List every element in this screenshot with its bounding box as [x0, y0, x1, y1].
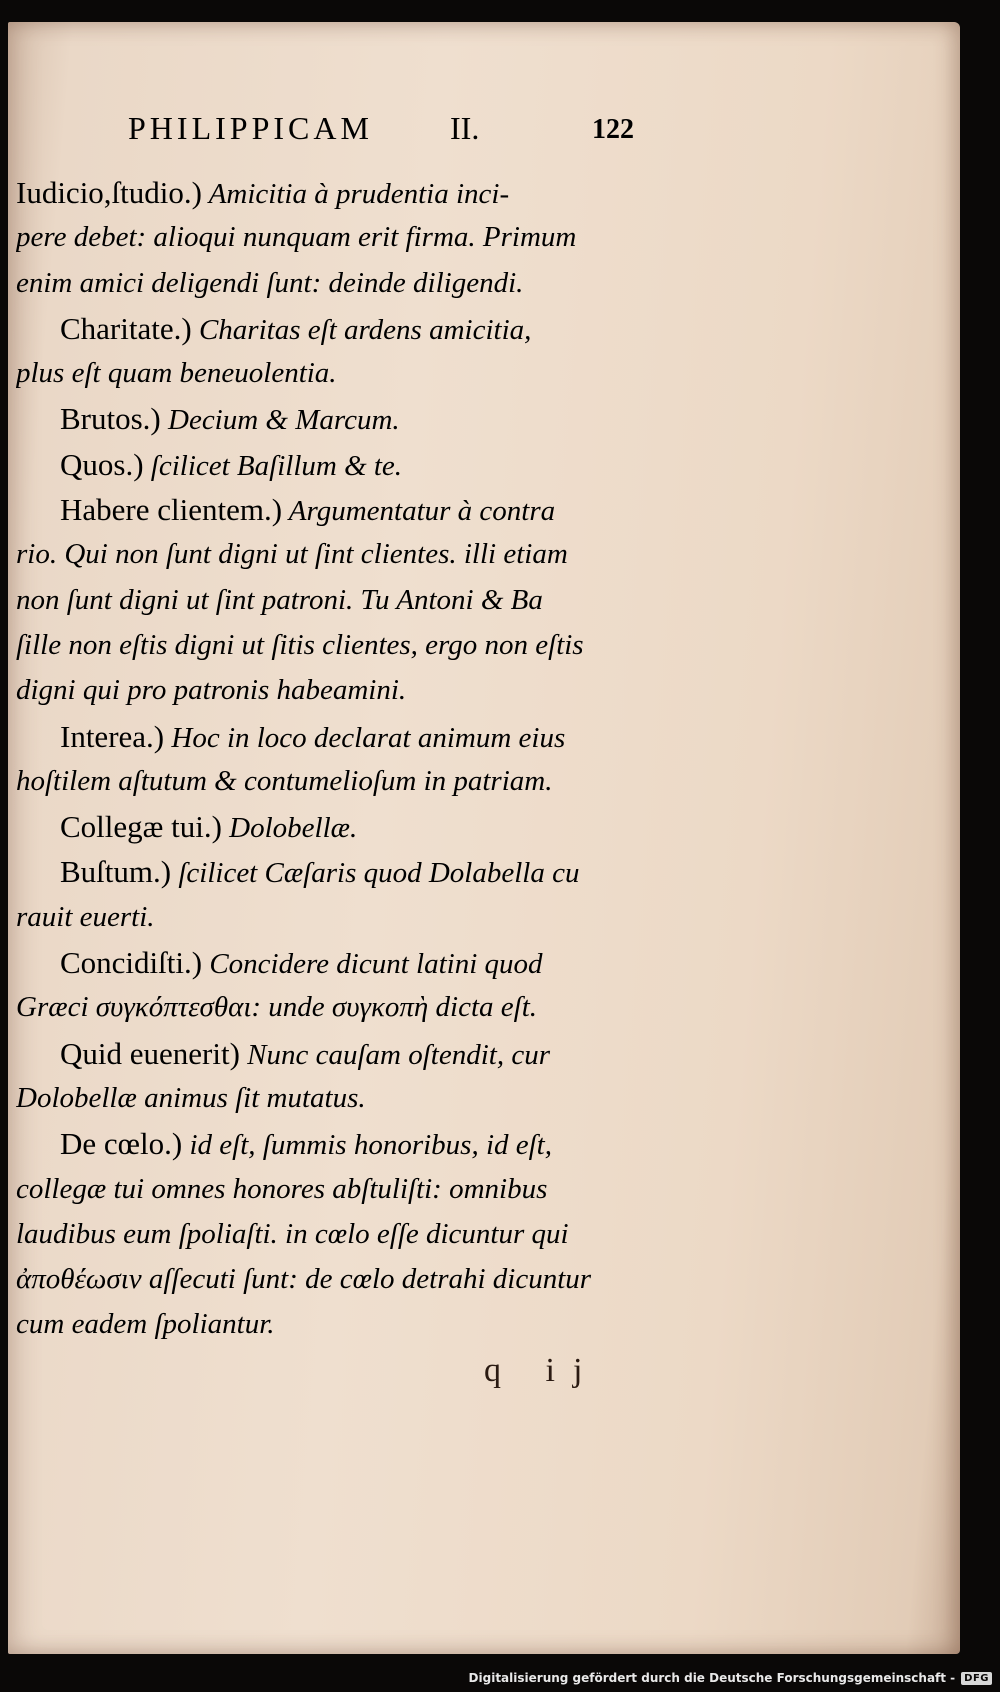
text-line: [16, 623, 686, 668]
commentary: non ſunt digni ut ſint patroni. Tu Antoni & Ba: [16, 583, 543, 616]
text-line: [16, 1257, 686, 1302]
commentary: Decium & Marcum.: [160, 404, 400, 437]
text-line: [16, 804, 686, 849]
commentary: pere debet: alioqui nunquam erit firma. Primum: [16, 221, 577, 254]
lemma: Concidiſti.): [60, 945, 203, 981]
text-line: [16, 396, 686, 441]
text-line: [16, 1031, 686, 1076]
lemma: Iudicio,ſtudio.): [16, 175, 202, 210]
commentary: Argumentatur à contra: [282, 495, 556, 528]
commentary: id eſt, ſummis honoribus, id eſt,: [182, 1129, 552, 1162]
commentary: rio. Qui non ſunt digni ut ſint clientes. illi etiam: [16, 538, 568, 571]
digitization-footer: [469, 1668, 992, 1688]
text-line: [16, 1212, 686, 1257]
text-line: [16, 1167, 686, 1212]
commentary: Amicitia à prudentia inci-: [201, 178, 510, 210]
commentary: collegæ tui omnes honores abſtuliſti: omnibus: [16, 1172, 548, 1205]
commentary: ἀποθέωσιν aſſecuti ſunt: de cœlo detrahi dicuntur: [16, 1263, 592, 1296]
commentary: Dolobellæ animus ſit mutatus.: [16, 1081, 366, 1114]
text-line: [16, 170, 686, 215]
text-line: [16, 351, 686, 396]
commentary: ſille non eſtis digni ut ſitis clientes, ergo non eſtis: [16, 628, 584, 661]
commentary: Nunc cauſam oſtendit, cur: [239, 1038, 550, 1071]
commentary-text: [16, 170, 686, 1348]
commentary: laudibus eum ſpoliaſti. in cœlo eſſe dicuntur qui: [16, 1217, 569, 1250]
commentary: Dolobellæ.: [221, 812, 358, 845]
commentary: Concidere dicunt latini quod: [202, 948, 543, 981]
text-line: [16, 532, 686, 577]
lemma: Interea.): [60, 718, 165, 754]
lemma: Quid euenerit): [60, 1035, 240, 1071]
commentary: cum eadem ſpoliantur.: [16, 1308, 275, 1341]
text-line: [16, 940, 686, 985]
lemma: Habere clientem.): [60, 492, 283, 528]
commentary: rauit euerti.: [16, 900, 155, 933]
book-page: [8, 22, 960, 1654]
text-line: [16, 849, 686, 894]
text-line: [16, 261, 686, 306]
lemma: Brutos.): [60, 401, 161, 437]
lemma: De cœlo.): [60, 1126, 183, 1162]
commentary: enim amici deligendi ſunt: deinde diligendi.: [16, 266, 524, 299]
lemma: Charitate.): [60, 310, 192, 346]
text-line: [16, 985, 686, 1030]
text-line: [16, 442, 686, 487]
dfg-logo: DFG: [961, 1672, 992, 1685]
running-head-section: II.: [450, 110, 480, 146]
commentary: hoſtilem aſtutum & contumelioſum in patriam.: [16, 764, 553, 797]
text-line: [16, 668, 686, 713]
commentary: Græci συγκόπτεσθαι: unde συγκοπὴ dicta eſt.: [16, 991, 537, 1024]
running-head: [128, 102, 668, 162]
lemma: Quos.): [60, 446, 144, 482]
text-line: [16, 487, 686, 532]
text-line: [16, 578, 686, 623]
text-line: [16, 215, 686, 260]
commentary: Hoc in loco declarat animum eius: [164, 721, 566, 754]
lemma: Collegæ tui.): [60, 809, 222, 845]
running-head-title: PHILIPPICAM: [128, 110, 373, 146]
commentary: plus eſt quam beneuolentia.: [16, 357, 337, 390]
text-line: [16, 306, 686, 351]
footer-credit: Digitalisierung gefördert durch die Deutsche Forschungsgemeinschaft -: [468, 1671, 956, 1685]
text-line: [16, 1121, 686, 1166]
lemma: Buſtum.): [60, 854, 172, 890]
commentary: Charitas eſt ardens amicitia,: [191, 313, 532, 346]
text-line: [16, 895, 686, 940]
commentary: digni qui pro patronis habeamini.: [16, 674, 407, 707]
commentary: ſcilicet Cæſaris quod Dolabella cu: [171, 857, 580, 890]
commentary: ſcilicet Baſillum & te.: [143, 449, 403, 482]
signature-mark: q ij: [484, 1352, 601, 1389]
text-line: [16, 714, 686, 759]
text-line: [16, 1076, 686, 1121]
page-number: 122: [592, 114, 634, 145]
text-line: [16, 1302, 686, 1347]
text-line: [16, 759, 686, 804]
